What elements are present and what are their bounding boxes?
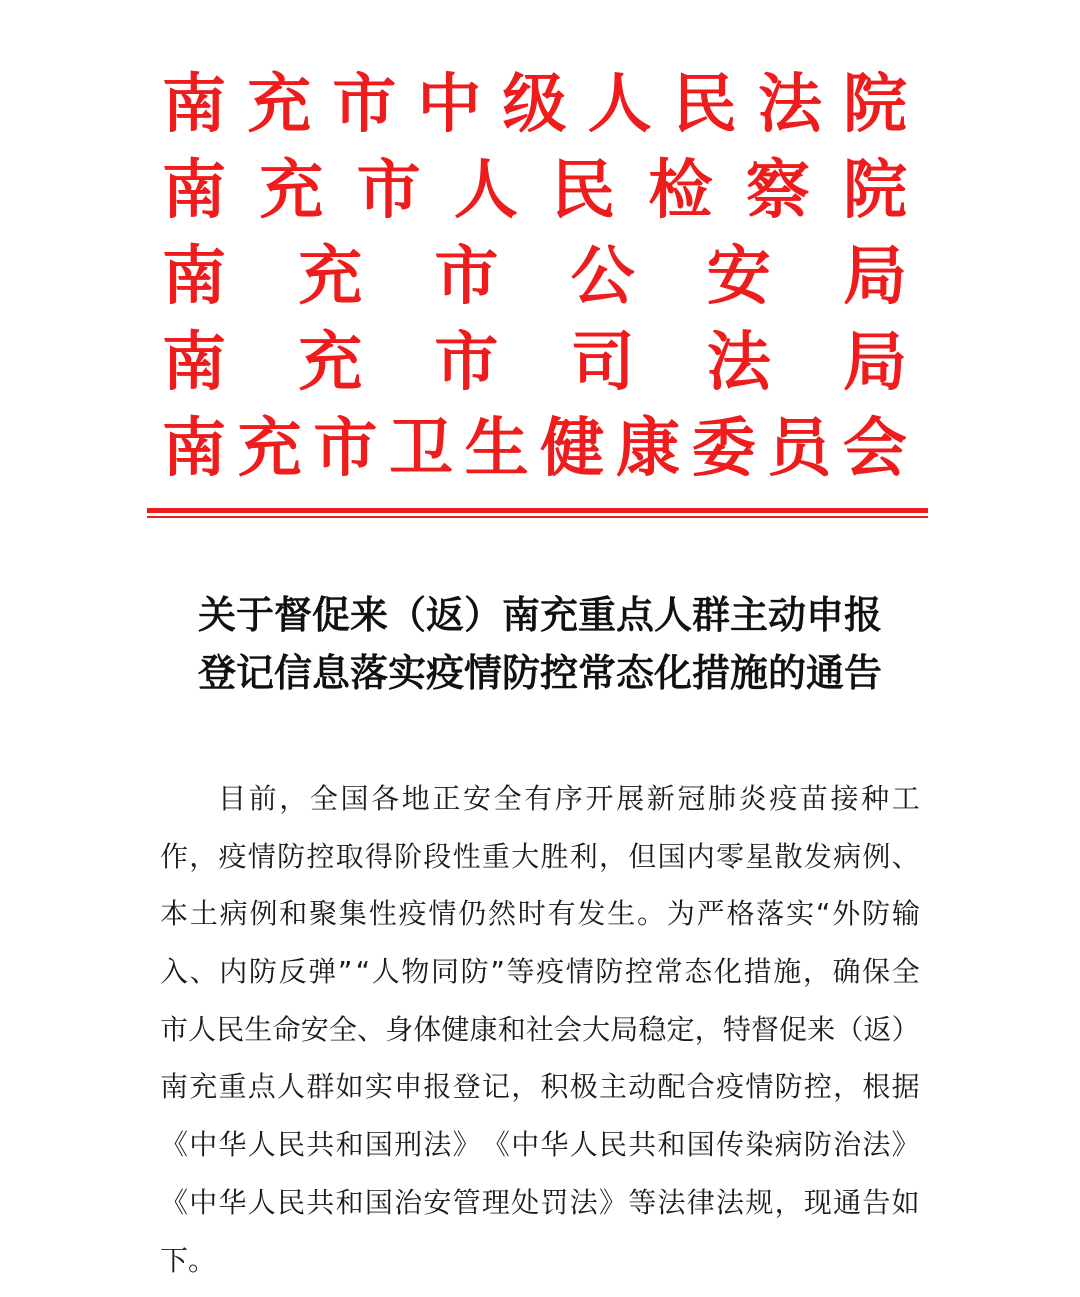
body-char: 防 xyxy=(803,1128,832,1162)
body-char: 点 xyxy=(247,1070,276,1104)
body-char: 。 xyxy=(637,897,666,931)
header-char: 南 xyxy=(162,67,226,142)
body-char: 染 xyxy=(745,1128,774,1162)
body-char: 体 xyxy=(413,1012,442,1046)
body-char: 防 xyxy=(774,1070,803,1104)
body-char: 合 xyxy=(686,1070,715,1104)
body-char: 来 xyxy=(807,1012,836,1046)
body-char: ， xyxy=(774,1185,803,1219)
body-char: 格 xyxy=(726,897,755,931)
body-char: 正 xyxy=(432,782,461,815)
header-char: 南 xyxy=(162,411,226,486)
body-char: 法 xyxy=(569,1185,598,1219)
body-char: 如 xyxy=(891,1185,920,1219)
body-char: 情 xyxy=(745,1070,774,1104)
body-char: 。 xyxy=(188,1243,217,1277)
body-char: 下 xyxy=(160,1243,189,1277)
body-char: 人 xyxy=(371,955,400,989)
header-char: 人 xyxy=(453,153,518,228)
body-char: 但 xyxy=(628,839,657,873)
body-char: 人 xyxy=(247,1128,276,1162)
header-char: 市 xyxy=(434,239,499,314)
body-char: 新 xyxy=(646,782,675,815)
body-char: 法 xyxy=(423,1128,452,1162)
body-line xyxy=(160,828,920,886)
body-char: 特 xyxy=(722,1012,751,1046)
header-char: 察 xyxy=(745,153,810,228)
body-char: 种 xyxy=(861,782,890,815)
body-char: 国 xyxy=(686,1128,715,1162)
body-char: 发 xyxy=(577,897,606,931)
header-char: 生 xyxy=(464,411,529,486)
header-char: 充 xyxy=(247,67,312,142)
header-char: 市 xyxy=(313,411,378,486)
body-char: 记 xyxy=(481,1070,510,1104)
body-char: 动 xyxy=(628,1070,657,1104)
header-char: 院 xyxy=(842,153,907,228)
body-char: 和 xyxy=(335,1128,364,1162)
body-char: 土 xyxy=(189,897,218,931)
body-char: 申 xyxy=(394,1070,423,1104)
body-char: 措 xyxy=(743,955,772,989)
body-char: 登 xyxy=(452,1070,481,1104)
body-char: 大 xyxy=(582,1012,611,1046)
header-char: 充 xyxy=(298,239,363,314)
body-char: 定 xyxy=(666,1012,695,1046)
header-char: 局 xyxy=(842,239,907,314)
body-char: 全 xyxy=(891,955,920,989)
body-char: 》 xyxy=(598,1185,627,1219)
body-char: 报 xyxy=(423,1070,452,1104)
body-char: 疫 xyxy=(716,1070,745,1104)
body-char: 化 xyxy=(713,955,742,989)
issuing-body-court xyxy=(162,62,907,148)
body-char: 疫 xyxy=(398,897,427,931)
body-char: 开 xyxy=(585,782,614,815)
body-char: 返 xyxy=(863,1012,892,1046)
header-char: 委 xyxy=(691,411,756,486)
header-char: 充 xyxy=(298,325,363,400)
body-char: 中 xyxy=(189,1128,218,1162)
body-char: 为 xyxy=(666,897,695,931)
header-char: 康 xyxy=(615,411,680,486)
body-char: 段 xyxy=(423,839,452,873)
red-rule-thick xyxy=(147,508,928,513)
header-char: 会 xyxy=(842,411,907,486)
body-char: 重 xyxy=(481,839,510,873)
body-char: 控 xyxy=(306,839,335,873)
body-char: 会 xyxy=(553,1012,582,1046)
body-char: ” xyxy=(490,955,505,989)
body-char: 民 xyxy=(277,1185,306,1219)
body-char: 病 xyxy=(219,897,248,931)
body-line xyxy=(160,1232,920,1290)
body-char: 情 xyxy=(247,839,276,873)
body-char: 华 xyxy=(540,1128,569,1162)
issuing-body-procuratorate xyxy=(162,148,907,234)
body-char: 入 xyxy=(160,955,189,989)
body-char: 实 xyxy=(786,897,815,931)
body-char: 时 xyxy=(517,897,546,931)
body-char: 阶 xyxy=(394,839,423,873)
body-char: 内 xyxy=(686,839,715,873)
body-char: 前 xyxy=(248,782,277,815)
header-char: 民 xyxy=(551,153,616,228)
body-char: 性 xyxy=(452,839,481,873)
header-char: 健 xyxy=(540,411,605,486)
header-char: 卫 xyxy=(388,411,453,486)
body-char: 同 xyxy=(431,955,460,989)
body-char: 告 xyxy=(862,1185,891,1219)
body-char: 和 xyxy=(657,1128,686,1162)
document-title xyxy=(160,586,920,702)
body-char: 《 xyxy=(160,1185,189,1219)
header-char: 员 xyxy=(767,411,832,486)
body-char: 身 xyxy=(385,1012,414,1046)
header-char: 公 xyxy=(570,239,635,314)
body-char: 人 xyxy=(277,1070,306,1104)
body-char: 重 xyxy=(218,1070,247,1104)
body-char: 接 xyxy=(830,782,859,815)
body-char: 南 xyxy=(160,1070,189,1104)
header-char: 市 xyxy=(332,67,397,142)
header-char: 安 xyxy=(706,239,771,314)
title-line-1: 关于督促来（返）南充重点人群主动申报 xyxy=(197,593,882,637)
body-char: 如 xyxy=(335,1070,364,1104)
body-char: 防 xyxy=(862,897,891,931)
body-char: 华 xyxy=(218,1185,247,1219)
header-char: 市 xyxy=(356,153,421,228)
body-char: 弹 xyxy=(308,955,337,989)
header-char: 法 xyxy=(706,325,771,400)
body-char: 控 xyxy=(625,955,654,989)
body-char: 主 xyxy=(598,1070,627,1104)
body-char: 国 xyxy=(340,782,369,815)
body-char: 刑 xyxy=(394,1128,423,1162)
body-char: ” xyxy=(337,955,353,989)
body-char: 中 xyxy=(189,1185,218,1219)
body-char: 性 xyxy=(368,897,397,931)
body-char: 中 xyxy=(511,1128,540,1162)
body-char: 胜 xyxy=(540,839,569,873)
body-line xyxy=(160,1001,920,1059)
body-char: 病 xyxy=(833,839,862,873)
body-char: 人 xyxy=(569,1128,598,1162)
body-char: 命 xyxy=(272,1012,301,1046)
body-char: 现 xyxy=(803,1185,832,1219)
body-char: ， xyxy=(279,782,308,815)
body-char: 例 xyxy=(249,897,278,931)
body-char: 得 xyxy=(364,839,393,873)
body-char: 充 xyxy=(189,1070,218,1104)
body-char: 共 xyxy=(628,1128,657,1162)
body-char: ， xyxy=(511,1070,540,1104)
body-char: ， xyxy=(694,1012,723,1046)
body-char: 通 xyxy=(833,1185,862,1219)
body-char: 督 xyxy=(750,1012,779,1046)
body-char: 人 xyxy=(247,1185,276,1219)
body-char: 全 xyxy=(328,1012,357,1046)
body-line xyxy=(160,770,920,828)
body-char: 理 xyxy=(481,1185,510,1219)
body-line xyxy=(160,1116,920,1174)
body-char: 共 xyxy=(306,1185,335,1219)
body-char: 地 xyxy=(401,782,430,815)
body-char: 仍 xyxy=(458,897,487,931)
body-char: 肺 xyxy=(708,782,737,815)
header-char: 市 xyxy=(434,325,499,400)
document-header xyxy=(162,62,907,492)
body-char: 民 xyxy=(216,1012,245,1046)
red-rule-thin xyxy=(147,516,928,518)
body-char: 生 xyxy=(607,897,636,931)
body-char: 炎 xyxy=(738,782,767,815)
body-char: “ xyxy=(815,897,831,931)
header-char: 院 xyxy=(843,67,907,142)
body-char: 疫 xyxy=(769,782,798,815)
body-char: 国 xyxy=(364,1185,393,1219)
body-char: 疫 xyxy=(218,839,247,873)
body-char: 防 xyxy=(460,955,489,989)
body-char: 据 xyxy=(891,1070,920,1104)
header-char: 中 xyxy=(417,67,482,142)
header-char: 法 xyxy=(757,67,822,142)
body-char: 民 xyxy=(598,1128,627,1162)
body-char: 和 xyxy=(497,1012,526,1046)
body-char: 施 xyxy=(773,955,802,989)
body-char: 规 xyxy=(745,1185,774,1219)
body-char: 序 xyxy=(554,782,583,815)
body-char: 本 xyxy=(160,897,189,931)
header-char: 南 xyxy=(162,325,226,400)
body-char: 健 xyxy=(441,1012,470,1046)
body-char: 零 xyxy=(716,839,745,873)
body-char: 全 xyxy=(493,782,522,815)
body-char: 、 xyxy=(356,1012,385,1046)
header-char: 充 xyxy=(237,411,302,486)
body-char: 散 xyxy=(774,839,803,873)
body-char: 控 xyxy=(803,1070,832,1104)
body-char: 等 xyxy=(628,1185,657,1219)
body-char: （ xyxy=(835,1012,864,1046)
body-char: 管 xyxy=(452,1185,481,1219)
body-char: 配 xyxy=(657,1070,686,1104)
body-char: 国 xyxy=(364,1128,393,1162)
body-char: 共 xyxy=(306,1128,335,1162)
body-char: 传 xyxy=(716,1128,745,1162)
body-char: 华 xyxy=(218,1128,247,1162)
body-char: 》 xyxy=(891,1128,920,1162)
body-char: ， xyxy=(189,839,218,873)
body-char: 安 xyxy=(423,1185,452,1219)
body-char: 、 xyxy=(891,839,920,873)
body-line xyxy=(160,1058,920,1116)
header-char: 司 xyxy=(570,325,635,400)
body-char: 内 xyxy=(219,955,248,989)
body-char: 促 xyxy=(779,1012,808,1046)
body-char: 展 xyxy=(616,782,645,815)
body-char: 安 xyxy=(463,782,492,815)
body-char: 社 xyxy=(525,1012,554,1046)
issuing-body-health-commission xyxy=(162,406,907,492)
body-char: 》 xyxy=(452,1128,481,1162)
issuing-body-public-security xyxy=(162,234,907,320)
header-char: 级 xyxy=(502,67,567,142)
body-char: 反 xyxy=(278,955,307,989)
body-char: 市 xyxy=(160,1012,189,1046)
issuing-body-justice xyxy=(162,320,907,406)
body-char: 集 xyxy=(338,897,367,931)
body-char: 病 xyxy=(774,1128,803,1162)
body-char: 和 xyxy=(279,897,308,931)
body-char: 法 xyxy=(862,1128,891,1162)
body-char: 发 xyxy=(803,839,832,873)
body-char: 疫 xyxy=(536,955,565,989)
body-char: 法 xyxy=(716,1185,745,1219)
header-char: 充 xyxy=(259,153,324,228)
body-char: 星 xyxy=(745,839,774,873)
body-char: 常 xyxy=(654,955,683,989)
body-char: 《 xyxy=(160,1128,189,1162)
body-char: 确 xyxy=(832,955,861,989)
body-char: 极 xyxy=(569,1070,598,1104)
body-char: 防 xyxy=(595,955,624,989)
body-char: 治 xyxy=(394,1185,423,1219)
body-char: 作 xyxy=(160,839,189,873)
red-separator-rule xyxy=(147,508,928,518)
body-char: 局 xyxy=(610,1012,639,1046)
body-char: 和 xyxy=(335,1185,364,1219)
body-char: 工 xyxy=(891,782,920,815)
body-char: 态 xyxy=(684,955,713,989)
body-char: 严 xyxy=(696,897,725,931)
body-char: “ xyxy=(355,955,371,989)
body-char: 聚 xyxy=(309,897,338,931)
body-char: 有 xyxy=(547,897,576,931)
body-char: 治 xyxy=(833,1128,862,1162)
body-char: 目 xyxy=(218,782,247,815)
body-char: 例 xyxy=(862,839,891,873)
body-char: ， xyxy=(598,839,627,873)
body-char: 《 xyxy=(481,1128,510,1162)
body-line xyxy=(160,885,920,943)
header-char: 南 xyxy=(162,153,226,228)
body-char: 稳 xyxy=(638,1012,667,1046)
body-char: 国 xyxy=(657,839,686,873)
body-line xyxy=(160,943,920,1001)
body-char: 然 xyxy=(487,897,516,931)
body-char: 安 xyxy=(300,1012,329,1046)
body-char: 取 xyxy=(335,839,364,873)
body-char: 外 xyxy=(832,897,861,931)
body-char: 积 xyxy=(540,1070,569,1104)
body-char: ） xyxy=(891,1012,920,1046)
body-char: 处 xyxy=(511,1185,540,1219)
body-char: 等 xyxy=(506,955,535,989)
header-char: 人 xyxy=(587,67,652,142)
body-char: 律 xyxy=(686,1185,715,1219)
body-char: 生 xyxy=(244,1012,273,1046)
body-char: 防 xyxy=(248,955,277,989)
body-char: 利 xyxy=(569,839,598,873)
body-char: 落 xyxy=(756,897,785,931)
body-char: 实 xyxy=(364,1070,393,1104)
body-char: 有 xyxy=(524,782,553,815)
title-line-2: 登记信息落实疫情防控常态化措施的通告 xyxy=(197,651,882,695)
header-char: 民 xyxy=(672,67,737,142)
body-char: ， xyxy=(833,1070,862,1104)
body-char: 康 xyxy=(469,1012,498,1046)
body-char: 保 xyxy=(862,955,891,989)
body-char: 情 xyxy=(428,897,457,931)
body-char: 群 xyxy=(306,1070,335,1104)
header-char: 局 xyxy=(842,325,907,400)
body-char: 苗 xyxy=(799,782,828,815)
body-char: 各 xyxy=(371,782,400,815)
document-body-paragraph xyxy=(160,770,920,1289)
header-char: 南 xyxy=(162,239,226,314)
body-char: 冠 xyxy=(677,782,706,815)
body-char: 大 xyxy=(511,839,540,873)
body-char: 法 xyxy=(657,1185,686,1219)
body-line xyxy=(160,1174,920,1232)
body-char: 全 xyxy=(309,782,338,815)
body-char: 物 xyxy=(401,955,430,989)
body-char: 输 xyxy=(891,897,920,931)
body-char: 罚 xyxy=(540,1185,569,1219)
body-char: 情 xyxy=(565,955,594,989)
body-char: 根 xyxy=(862,1070,891,1104)
header-char: 检 xyxy=(648,153,713,228)
body-char: 防 xyxy=(277,839,306,873)
body-char: 人 xyxy=(188,1012,217,1046)
body-char: 民 xyxy=(277,1128,306,1162)
body-char: ， xyxy=(802,955,831,989)
body-char: 、 xyxy=(189,955,218,989)
